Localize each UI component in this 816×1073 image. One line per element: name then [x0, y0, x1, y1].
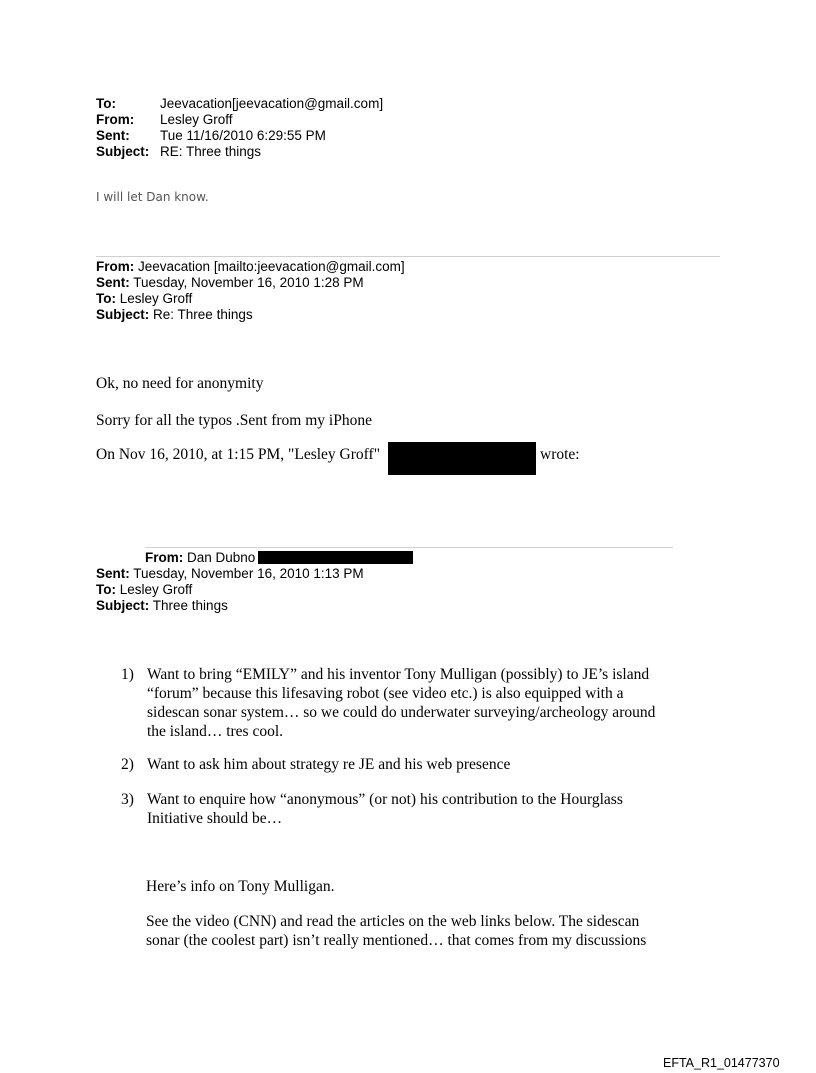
q2-from-label: From:: [145, 550, 184, 565]
q1-to-label: To:: [96, 291, 116, 306]
q1-sent-label: Sent:: [96, 275, 130, 290]
body1-line3-before: On Nov 16, 2010, at 1:15 PM, "Lesley Groff": [96, 446, 381, 463]
body1-line1: Ok, no need for anonymity: [96, 375, 264, 392]
q2-to-label: To:: [96, 582, 116, 597]
body1-line2: Sorry for all the typos .Sent from my iPhone: [96, 412, 372, 429]
q1-from-value: Jeevacation [mailto:jeevacation@gmail.com]: [138, 259, 405, 274]
list-item-number: 1): [121, 666, 134, 683]
quoted-header-1: [96, 259, 405, 323]
q2-from-row: [145, 550, 255, 566]
redaction-box-2: [258, 551, 413, 564]
q2-to-value: Lesley Groff: [119, 582, 193, 597]
quoted-header-2: [96, 566, 364, 614]
q1-sent-value: Tuesday, November 16, 2010 1:28 PM: [133, 275, 364, 290]
q1-to-value: Lesley Groff: [119, 291, 193, 306]
divider-2: [145, 547, 673, 548]
body1-line3-after: wrote:: [540, 446, 580, 463]
header-from-row: [96, 112, 383, 128]
q1-subject-label: Subject:: [96, 307, 150, 322]
q1-from-label: From:: [96, 259, 135, 274]
from-label: From:: [96, 112, 135, 127]
to-value: Jeevacation[jeevacation@gmail.com]: [160, 96, 384, 111]
from-value: Lesley Groff: [160, 112, 233, 127]
list-item-text: Want to enquire how “anonymous” (or not) his contribution to the Hourglass Initiative should be…: [147, 791, 623, 827]
q2-sent-value: Tuesday, November 16, 2010 1:13 PM: [133, 566, 364, 581]
q2-sent-label: Sent:: [96, 566, 130, 581]
list-item-number: 3): [121, 791, 134, 808]
header-subject-row: [96, 144, 383, 160]
q2-from-value: Dan Dubno: [187, 550, 256, 565]
subject-value: RE: Three things: [160, 144, 262, 159]
subject-label: Subject:: [96, 144, 150, 159]
q2-subject-label: Subject:: [96, 598, 150, 613]
divider-1: [96, 256, 720, 257]
list-item-number: 2): [121, 756, 134, 773]
list-item-text: Want to ask him about strategy re JE and his web presence: [147, 756, 511, 773]
document-id: EFTA_R1_01477370: [663, 1056, 780, 1070]
list-item-text: Want to bring “EMILY” and his inventor Tony Mulligan (possibly) to JE’s island “forum” because this lifesaving robot (see video etc.) is also equipped with a sidescan sonar system… so we could do underwater surveying/archeology around the island… tres cool.: [147, 666, 656, 740]
redaction-box-1: [388, 442, 536, 475]
header-to-row: [96, 96, 383, 112]
info-line: Here’s info on Tony Mulligan.: [146, 878, 335, 895]
to-label: To:: [96, 96, 116, 111]
email-header: [96, 96, 383, 160]
q2-subject-value: Three things: [152, 598, 228, 613]
q1-subject-value: Re: Three things: [153, 307, 253, 322]
reply-body: I will let Dan know.: [96, 190, 209, 204]
info-paragraph: See the video (CNN) and read the articles on the web links below. The sidescan sonar (the coolest part) isn’t really mentioned… that comes from my discussions: [146, 913, 647, 949]
header-sent-row: [96, 128, 383, 144]
sent-value: Tue 11/16/2010 6:29:55 PM: [160, 128, 326, 143]
sent-label: Sent:: [96, 128, 130, 143]
